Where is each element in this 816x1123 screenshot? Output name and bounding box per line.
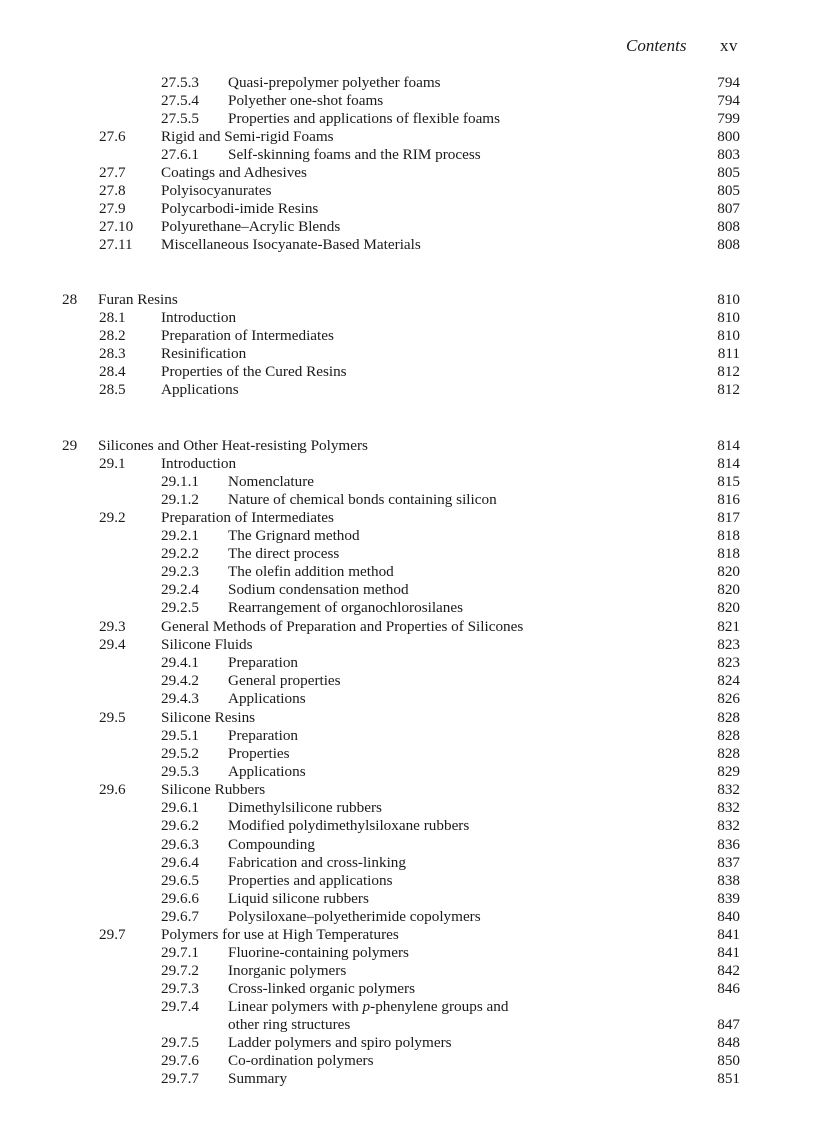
section-number: 29.2 (99, 509, 126, 526)
page-number: 794 (717, 74, 740, 91)
page-number: 848 (717, 1034, 740, 1051)
toc-entry (0, 926, 816, 944)
section-title: Introduction (161, 455, 237, 472)
toc-entry (0, 836, 816, 854)
page-number: 807 (717, 200, 740, 217)
page-number: 812 (717, 381, 740, 398)
section-number: 27.5.3 (161, 74, 199, 91)
section-title: Resinification (161, 345, 247, 362)
section-number: 29.2.2 (161, 545, 199, 562)
toc-entry (0, 654, 816, 672)
toc-entry (0, 690, 816, 708)
section-title: Preparation of Intermediates (161, 509, 334, 526)
section-title: Rearrangement of organochlorosilanes (228, 599, 464, 616)
section-title: Polyether one-shot foams (228, 92, 384, 109)
page-number: 841 (717, 944, 740, 961)
page-number: 818 (717, 527, 740, 544)
section-number: 29.6.4 (161, 854, 199, 871)
toc-entry (0, 709, 816, 727)
section-title: The Grignard method (228, 527, 360, 544)
page-number: 805 (717, 182, 740, 199)
section-title: General Methods of Preparation and Properties of Silicones (161, 618, 524, 635)
section-number: 29.6.2 (161, 817, 199, 834)
toc-entry (0, 763, 816, 781)
toc-entry (0, 345, 816, 363)
section-number: 28.1 (99, 309, 126, 326)
page-number: 841 (717, 926, 740, 943)
toc-entry (0, 618, 816, 636)
toc-entry (0, 890, 816, 908)
section-number: 27.9 (99, 200, 126, 217)
page-number: 851 (717, 1070, 740, 1087)
section-title: Preparation (228, 654, 299, 671)
chapter-entry (0, 291, 816, 309)
toc-entry (0, 218, 816, 236)
toc-entry (0, 455, 816, 473)
page-number: 842 (717, 962, 740, 979)
section-title: Coatings and Adhesives (161, 164, 307, 181)
page-number: 823 (717, 654, 740, 671)
section-number: 29.4 (99, 636, 126, 653)
section-number: 29.1.2 (161, 491, 199, 508)
page-number: 828 (717, 709, 740, 726)
page-number: 803 (717, 146, 740, 163)
section-title: General properties (228, 672, 341, 689)
section-title: Silicone Fluids (161, 636, 253, 653)
section-number: 29.4.2 (161, 672, 199, 689)
page-number: 823 (717, 636, 740, 653)
section-number: 29.6.1 (161, 799, 199, 816)
toc-entry (0, 381, 816, 399)
section-title: Preparation of Intermediates (161, 327, 334, 344)
page-number: 810 (717, 291, 740, 308)
section-number: 27.5.4 (161, 92, 199, 109)
toc-entry (0, 672, 816, 690)
toc-entry (0, 1052, 816, 1070)
section-title: Properties and applications (228, 872, 393, 889)
toc-entry (0, 599, 816, 617)
toc-entry (0, 309, 816, 327)
page-number: 818 (717, 545, 740, 562)
toc-entry (0, 872, 816, 890)
page-number: 832 (717, 781, 740, 798)
toc-entry (0, 1034, 816, 1052)
toc-entry (0, 236, 816, 254)
section-number: 29.5.3 (161, 763, 199, 780)
section-number: 29.6 (99, 781, 126, 798)
section-number: 29.2.1 (161, 527, 199, 544)
toc-entry (0, 74, 816, 92)
section-title: Polysiloxane–polyetherimide copolymers (228, 908, 481, 925)
section-title: other ring structures (228, 1016, 351, 1033)
section-number: 29.1 (99, 455, 126, 472)
toc-entry (0, 944, 816, 962)
toc-entry (0, 998, 816, 1016)
toc-entry (0, 509, 816, 527)
section-title: Inorganic polymers (228, 962, 347, 979)
section-number: 28 (62, 291, 78, 308)
toc-entry (0, 962, 816, 980)
section-number: 29.6.5 (161, 872, 199, 889)
page-number: 826 (717, 690, 740, 707)
section-number: 27.10 (99, 218, 134, 235)
section-number: 28.3 (99, 345, 126, 362)
toc-entry (0, 545, 816, 563)
section-title: Linear polymers with p-phenylene groups and (228, 998, 509, 1015)
page-number: 828 (717, 727, 740, 744)
page-number: 820 (717, 599, 740, 616)
section-title: Fabrication and cross-linking (228, 854, 406, 871)
page-number: 817 (717, 509, 740, 526)
section-title: Summary (228, 1070, 288, 1087)
section-title: Introduction (161, 309, 237, 326)
section-number: 27.6 (99, 128, 126, 145)
section-title: Applications (161, 381, 239, 398)
section-title: Silicone Rubbers (161, 781, 266, 798)
page-number: 820 (717, 581, 740, 598)
toc-entry (0, 854, 816, 872)
section-number: 28.2 (99, 327, 126, 344)
page-number: 811 (717, 345, 740, 362)
section-title: Properties of the Cured Resins (161, 363, 347, 380)
section-title: Co-ordination polymers (228, 1052, 374, 1069)
page-number: 839 (717, 890, 740, 907)
toc-entry (0, 727, 816, 745)
page-number: 840 (717, 908, 740, 925)
section-number: 28.5 (99, 381, 126, 398)
section-title: The olefin addition method (228, 563, 394, 580)
section-title: Properties and applications of flexible foams (228, 110, 501, 127)
page-number: 832 (717, 817, 740, 834)
section-title: Fluorine-containing polymers (228, 944, 409, 961)
page-number: 838 (717, 872, 740, 889)
section-title: Silicones and Other Heat-resisting Polymers (98, 437, 368, 454)
section-title: Silicone Resins (161, 709, 256, 726)
page-number: 820 (717, 563, 740, 580)
section-title: Applications (228, 690, 306, 707)
section-title: Compounding (228, 836, 315, 853)
section-number: 29.4.3 (161, 690, 199, 707)
toc-entry (0, 491, 816, 509)
page-number: 800 (717, 128, 740, 145)
toc-entry (0, 1016, 816, 1034)
section-title: Cross-linked organic polymers (228, 980, 416, 997)
page-number: 847 (717, 1016, 740, 1033)
toc-entry (0, 473, 816, 491)
toc-entry (0, 1070, 816, 1088)
section-number: 29.6.3 (161, 836, 199, 853)
page-number: 821 (717, 618, 740, 635)
section-number: 29.7.4 (161, 998, 199, 1015)
section-title: Polymers for use at High Temperatures (161, 926, 399, 943)
page-number: 814 (717, 437, 740, 454)
section-number: 29.2.3 (161, 563, 199, 580)
section-title: Applications (228, 763, 306, 780)
toc-entry (0, 146, 816, 164)
section-number: 29.3 (99, 618, 126, 635)
section-number: 29.7.7 (161, 1070, 199, 1087)
page-number: 846 (717, 980, 740, 997)
toc-entry (0, 110, 816, 128)
toc-entry (0, 200, 816, 218)
section-number: 29.1.1 (161, 473, 199, 490)
section-number: 29.7.6 (161, 1052, 199, 1069)
section-number: 29.4.1 (161, 654, 199, 671)
section-number: 27.8 (99, 182, 126, 199)
toc-entry (0, 781, 816, 799)
page-number: 824 (717, 672, 740, 689)
page-number: 829 (717, 763, 740, 780)
section-title: Polycarbodi-imide Resins (161, 200, 319, 217)
section-title: Sodium condensation method (228, 581, 409, 598)
section-number: 29.7.3 (161, 980, 199, 997)
section-number: 29.7 (99, 926, 126, 943)
toc-entry (0, 164, 816, 182)
running-header (0, 36, 816, 58)
page-number: 810 (717, 327, 740, 344)
section-title: Modified polydimethylsiloxane rubbers (228, 817, 470, 834)
section-title: Rigid and Semi-rigid Foams (161, 128, 334, 145)
toc-entry (0, 636, 816, 654)
page-number: 794 (717, 92, 740, 109)
section-number: 29.7.1 (161, 944, 199, 961)
section-title: Dimethylsilicone rubbers (228, 799, 382, 816)
toc-entry (0, 92, 816, 110)
page-number: 808 (717, 236, 740, 253)
section-number: 29.6.7 (161, 908, 199, 925)
page-number: 808 (717, 218, 740, 235)
section-number: 28.4 (99, 363, 126, 380)
toc-entry (0, 527, 816, 545)
section-title: Nature of chemical bonds containing silicon (228, 491, 497, 508)
section-number: 29.5.1 (161, 727, 199, 744)
page-number: 812 (717, 363, 740, 380)
section-title: Miscellaneous Isocyanate-Based Materials (161, 236, 421, 253)
section-title: Furan Resins (98, 291, 178, 308)
page-number: 832 (717, 799, 740, 816)
toc-entry (0, 817, 816, 835)
toc-entry (0, 563, 816, 581)
section-title: Self-skinning foams and the RIM process (228, 146, 481, 163)
page-number: 799 (717, 110, 740, 127)
toc-entry (0, 908, 816, 926)
section-number: 29.5 (99, 709, 126, 726)
page-number: 816 (717, 491, 740, 508)
chapter-entry (0, 437, 816, 455)
section-number: 27.11 (99, 236, 133, 253)
section-title: The direct process (228, 545, 340, 562)
section-title: Quasi-prepolymer polyether foams (228, 74, 441, 91)
section-number: 29 (62, 437, 78, 454)
page-number: 836 (717, 836, 740, 853)
section-number: 27.7 (99, 164, 126, 181)
section-title: Preparation (228, 727, 299, 744)
page-number: 815 (717, 473, 740, 490)
toc-entry (0, 980, 816, 998)
page-number: 828 (717, 745, 740, 762)
toc-entry (0, 128, 816, 146)
section-title: Polyisocyanurates (161, 182, 272, 199)
section-number: 29.2.5 (161, 599, 199, 616)
page-number: 805 (717, 164, 740, 181)
section-number: 29.7.5 (161, 1034, 199, 1051)
section-number: 27.5.5 (161, 110, 199, 127)
toc-entry (0, 182, 816, 200)
section-number: 29.5.2 (161, 745, 199, 762)
toc-entry (0, 745, 816, 763)
section-number: 29.7.2 (161, 962, 199, 979)
page-number: 850 (717, 1052, 740, 1069)
toc-entry (0, 363, 816, 381)
page-number: 814 (717, 455, 740, 472)
toc-entry (0, 327, 816, 345)
page-number: 837 (717, 854, 740, 871)
section-number: 29.2.4 (161, 581, 199, 598)
section-number: 29.6.6 (161, 890, 199, 907)
page-number: 810 (717, 309, 740, 326)
section-title: Liquid silicone rubbers (228, 890, 369, 907)
running-header-title: Contents (626, 36, 687, 55)
section-title: Polyurethane–Acrylic Blends (161, 218, 341, 235)
running-header-page-number: xv (720, 36, 738, 55)
section-number: 27.6.1 (161, 146, 199, 163)
section-title: Ladder polymers and spiro polymers (228, 1034, 452, 1051)
section-title: Nomenclature (228, 473, 315, 490)
section-title: Properties (228, 745, 290, 762)
toc-entry (0, 799, 816, 817)
toc-entry (0, 581, 816, 599)
